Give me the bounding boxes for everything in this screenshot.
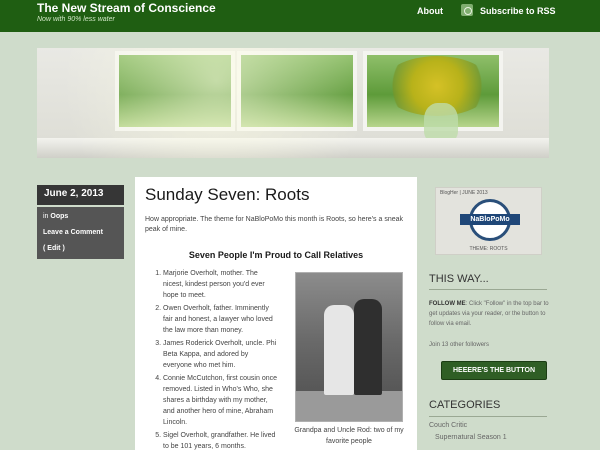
post-content: [135, 177, 417, 450]
in-label: in: [43, 213, 49, 220]
followers-count: Join 13 other followers: [429, 342, 490, 348]
post-category-line: [43, 209, 118, 225]
list-item: 4. Connie McCutchon, first cousin once removed. Listed in Who's Who, she shares a birthday with my mother, and another hero of mine, Abraham Lincoln.: [163, 373, 277, 428]
post-intro: How appropriate. The theme for NaBloPoMo this month is Roots, so here's a sneak peak of mine.: [145, 216, 404, 233]
top-bar: [0, 0, 600, 32]
photo-caption: Grandpa and Uncle Rod: two of my favorite people: [294, 427, 404, 445]
list-item: 3. James Roderick Overholt, uncle. Phi Beta Kappa, and adored by everyone who met him.: [163, 338, 277, 371]
edit-link[interactable]: ( Edit ): [43, 245, 65, 252]
list-item: 5. Sigel Overholt, grandfather. He lived to be 101 years, 6 months.: [163, 430, 277, 450]
family-photo[interactable]: [295, 272, 403, 422]
site-title[interactable]: The New Stream of Conscience: [37, 1, 216, 15]
photo-person: [354, 299, 382, 395]
post-meta-menu: [37, 207, 124, 259]
category-link[interactable]: Supernatural Season 1: [435, 434, 507, 441]
this-way-heading: THIS WAY...: [429, 273, 489, 285]
divider: [429, 289, 547, 290]
divider: [429, 416, 547, 417]
nablopomo-badge[interactable]: [435, 187, 542, 255]
nav-subscribe-link[interactable]: Subscribe to RSS: [480, 6, 556, 16]
follow-button[interactable]: HEEERE'S THE BUTTON: [441, 361, 547, 380]
rss-icon[interactable]: [461, 4, 473, 16]
post-meta: [37, 185, 124, 259]
relatives-list: [151, 268, 277, 450]
nav-about-link[interactable]: About: [417, 6, 443, 16]
post-title[interactable]: Sunday Seven: Roots: [145, 185, 310, 204]
post-date: June 2, 2013: [37, 185, 124, 205]
badge-band-text: NaBloPoMo: [460, 214, 520, 225]
category-link[interactable]: Couch Critic: [429, 422, 468, 429]
photo-ground: [296, 391, 402, 421]
leave-comment-link[interactable]: Leave a Comment: [43, 229, 103, 236]
list-item: 1. Marjorie Overholt, mother. The nicest, kindest person you'd ever hope to meet.: [163, 268, 277, 301]
header-banner-image: [37, 48, 549, 158]
categories-heading: CATEGORIES: [429, 399, 501, 411]
follow-label: FOLLOW ME: [429, 301, 466, 307]
follow-instructions: : Click "Follow" in the top bar to get updates via your reader, or the button to follow via email.: [429, 301, 549, 327]
badge-theme-text: THEME: ROOTS: [469, 246, 508, 252]
photo-person: [324, 305, 354, 395]
banner-light: [37, 48, 549, 158]
site-tagline: Now with 90% less water: [37, 16, 115, 23]
post-subheading: Seven People I'm Proud to Call Relatives: [188, 250, 364, 260]
follow-description: [429, 299, 551, 329]
post-category-link[interactable]: Oops: [50, 213, 69, 220]
badge-top-text: BlogHer | JUNE 2013: [440, 190, 488, 196]
list-item: 2. Owen Overholt, father. Imminently fair and honest, a lawyer who loved the law more than money.: [163, 303, 277, 336]
